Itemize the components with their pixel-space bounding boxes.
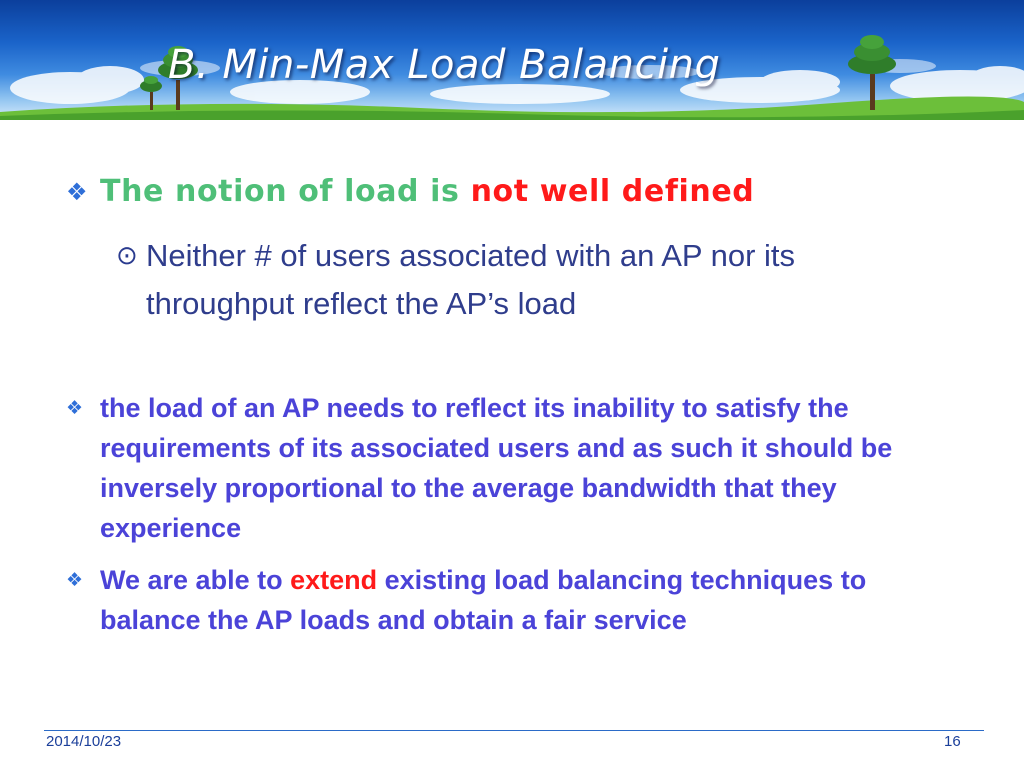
paragraph-2-text-after: existing load balancing techniques to balance the AP loads and obtain a fair service (100, 565, 867, 635)
heading-text (100, 172, 754, 212)
paragraph-2-text-before: We are able to (100, 565, 291, 595)
sub-bullet-text: Neither # of users associated with an AP nor its throughput reflect the AP’s load (146, 238, 796, 321)
heading-text-emphasis: not well defined (470, 174, 755, 209)
paragraph-bullet-1 (66, 388, 966, 548)
heading-text-part1: The notion of load is (100, 174, 471, 209)
circle-dot-bullet-icon: ⊙ (116, 241, 138, 271)
paragraph-2-highlight: extend (290, 565, 378, 595)
diamond-bullet-icon: ❖ (66, 569, 84, 591)
header-banner (0, 0, 1024, 120)
footer-date: 2014/10/23 (46, 733, 122, 750)
paragraph-1-text: the load of an AP needs to reflect its inability to satisfy the requirements of its associated users and as such it should be inversely proportional to the average bandwidth that they experience (100, 393, 893, 543)
heading-bullet (66, 172, 966, 212)
footer-divider (44, 730, 984, 731)
footer-page-number: 16 (944, 733, 961, 750)
paragraph-bullet-2 (66, 560, 966, 640)
slide-title: B. Min-Max Load Balancing (168, 42, 721, 88)
diamond-bullet-icon: ❖ (66, 178, 88, 206)
paragraph-2-text (100, 560, 960, 640)
diamond-bullet-icon: ❖ (66, 397, 84, 419)
sub-bullet (116, 232, 956, 328)
